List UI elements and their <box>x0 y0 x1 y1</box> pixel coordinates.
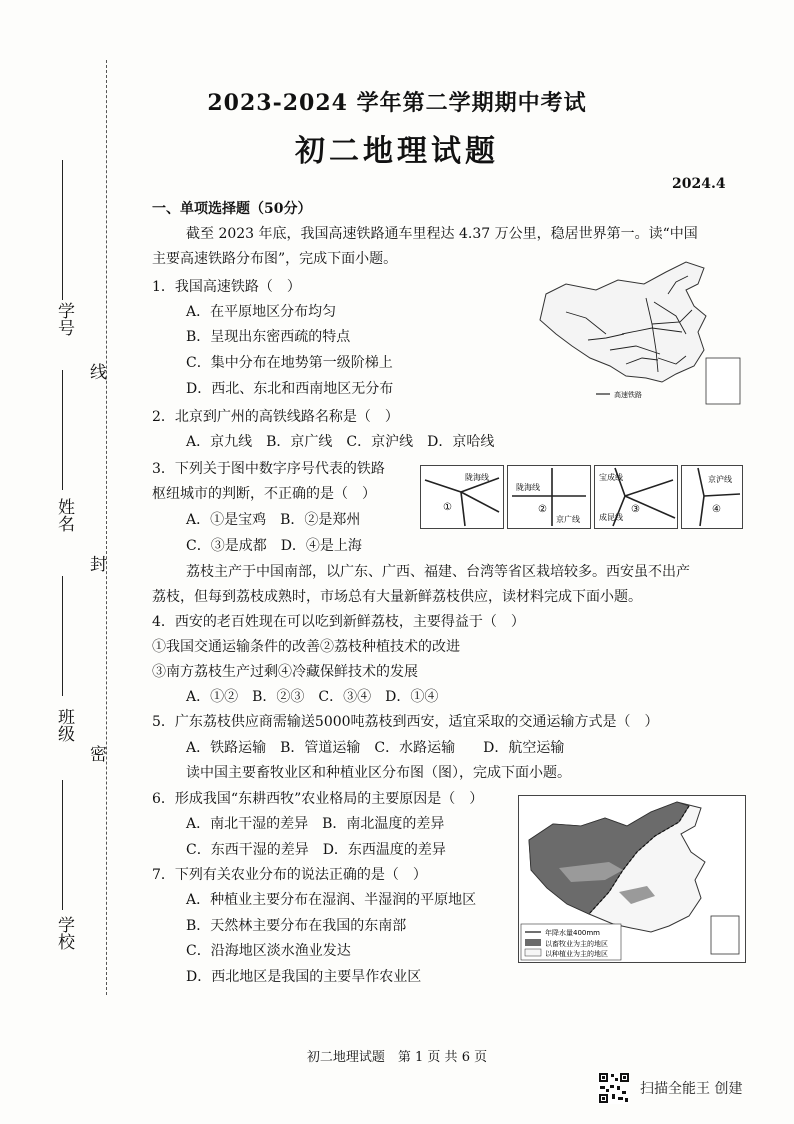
exam-date: 2024.4 <box>672 176 726 192</box>
q4-stem: 4．西安的老百姓现在可以吃到新鲜荔枝，主要得益于（ ） <box>152 614 525 630</box>
railway-map <box>526 254 742 406</box>
class-label: 班级 <box>54 708 74 742</box>
q7-option-d: D．西北地区是我国的主要旱作农业区 <box>186 969 422 985</box>
junction-diagram-3 <box>594 465 678 529</box>
student-id-label: 学号 <box>54 302 74 336</box>
seal-mark-mi: 密 <box>90 745 107 765</box>
junction3-mark: ③ <box>631 504 640 515</box>
q3-stem-line1: 3．下列关于图中数字序号代表的铁路 <box>152 461 385 477</box>
legend-rainfall: 年降水量400mm <box>545 929 600 937</box>
q7-option-b: B．天然林主要分布在我国的东南部 <box>186 918 407 934</box>
q6-options-ab: A．南北干湿的差异 B．南北温度的差异 <box>186 816 445 832</box>
name-label: 姓名 <box>54 498 74 532</box>
intro3: 读中国主要畜牧业区和种植业区分布图（图），完成下面小题。 <box>186 765 571 781</box>
junction-diagram-4 <box>681 465 743 529</box>
name-blank[interactable] <box>62 370 63 490</box>
legend-pasture: 以畜牧业为主的地区 <box>545 940 608 948</box>
q6-options-cd: C．东西干湿的差异 D．东西温度的差异 <box>186 842 446 858</box>
exam-title: 2023-2024 学年第二学期期中考试 <box>207 90 587 116</box>
q3-options-ab: A．①是宝鸡 B．②是郑州 <box>186 512 361 528</box>
q3-options-cd: C．③是成都 D．④是上海 <box>186 538 362 554</box>
q4-item-line2: ③南方荔枝生产过剩④冷藏保鲜技术的发展 <box>152 664 418 680</box>
q7-option-c: C．沿海地区淡水渔业发达 <box>186 943 351 959</box>
q7-stem: 7．下列有关农业分布的说法正确的是（ ） <box>152 867 427 883</box>
railway-legend: 高速铁路 <box>614 391 642 399</box>
legend-farmland: 以种植业为主的地区 <box>545 950 608 958</box>
class-blank[interactable] <box>62 576 63 696</box>
seal-mark-feng: 封 <box>90 555 107 575</box>
section-heading: 一、单项选择题（50分） <box>152 201 312 217</box>
q4-item-line1: ①我国交通运输条件的改善②荔枝种植技术的改进 <box>152 639 460 655</box>
q7-option-a: A．种植业主要分布在湿润、半湿润的平原地区 <box>186 892 477 908</box>
q6-stem: 6．形成我国“东耕西牧”农业格局的主要原因是（ ） <box>152 791 484 807</box>
junction-diagram-2 <box>507 465 591 529</box>
junction-diagram-1 <box>420 465 504 529</box>
exam-subtitle: 初二地理试题 <box>295 134 499 169</box>
junction1-mark: ① <box>443 502 452 513</box>
junction3-top-label: 宝成线 <box>599 473 623 482</box>
intro1-line1: 截至 2023 年底，我国高速铁路通车里程达 4.37 万公里，稳居世界第一。读“中国 <box>186 226 698 242</box>
junction3-bottom-label: 成昆线 <box>599 513 623 522</box>
junction4-mark: ④ <box>712 504 721 515</box>
q1-stem: 1．我国高速铁路（ ） <box>152 279 301 295</box>
intro2-line2: 荔枝，但每到荔枝成熟时，市场总有大量新鲜荔枝供应，读材料完成下面小题。 <box>152 589 642 605</box>
q2-options: A．京九线 B．京广线 C．京沪线 D．京哈线 <box>186 434 495 450</box>
page-footer: 初二地理试题 第 1 页 共 6 页 <box>306 1050 488 1065</box>
binding-dashed-line <box>106 60 107 995</box>
junction2-cross-label: 京广线 <box>556 515 580 524</box>
pasture-swatch-icon <box>525 939 541 946</box>
junction2-mark: ② <box>538 504 547 515</box>
farmland-swatch-icon <box>525 949 541 956</box>
student-id-blank[interactable] <box>62 160 63 300</box>
seal-mark-xian: 线 <box>90 363 107 383</box>
scanner-watermark-text: 扫描全能王 创建 <box>640 1081 743 1097</box>
q5-stem: 5．广东荔枝供应商需输送5000吨荔枝到西安，适宜采取的交通运输方式是（ ） <box>152 714 659 730</box>
junction2-line-label: 陇海线 <box>516 483 540 492</box>
q1-option-d: D．西北、东北和西南地区无分布 <box>186 381 394 397</box>
agriculture-map <box>518 795 746 963</box>
q4-options: A．①② B．②③ C．③④ D．①④ <box>186 689 439 705</box>
school-blank[interactable] <box>62 780 63 910</box>
q1-option-a: A．在平原地区分布均匀 <box>186 304 337 320</box>
intro1-line2: 主要高速铁路分布图”，完成下面小题。 <box>152 251 398 267</box>
q1-option-b: B．呈现出东密西疏的特点 <box>186 329 351 345</box>
q5-options: A．铁路运输 B．管道运输 C．水路运输 D．航空运输 <box>186 740 565 756</box>
q1-option-c: C．集中分布在地势第一级阶梯上 <box>186 355 393 371</box>
school-label: 学校 <box>54 916 74 950</box>
junction4-line-label: 京沪线 <box>708 475 732 484</box>
intro2-line1: 荔枝主产于中国南部，以广东、广西、福建、台湾等省区栽培较多。西安虽不出产 <box>186 564 690 580</box>
q3-stem-line2: 枢纽城市的判断，不正确的是（ ） <box>152 486 376 502</box>
qr-code-icon <box>598 1072 630 1104</box>
q2-stem: 2．北京到广州的高铁线路名称是（ ） <box>152 409 399 425</box>
junction1-line-label: 陇海线 <box>465 473 489 482</box>
